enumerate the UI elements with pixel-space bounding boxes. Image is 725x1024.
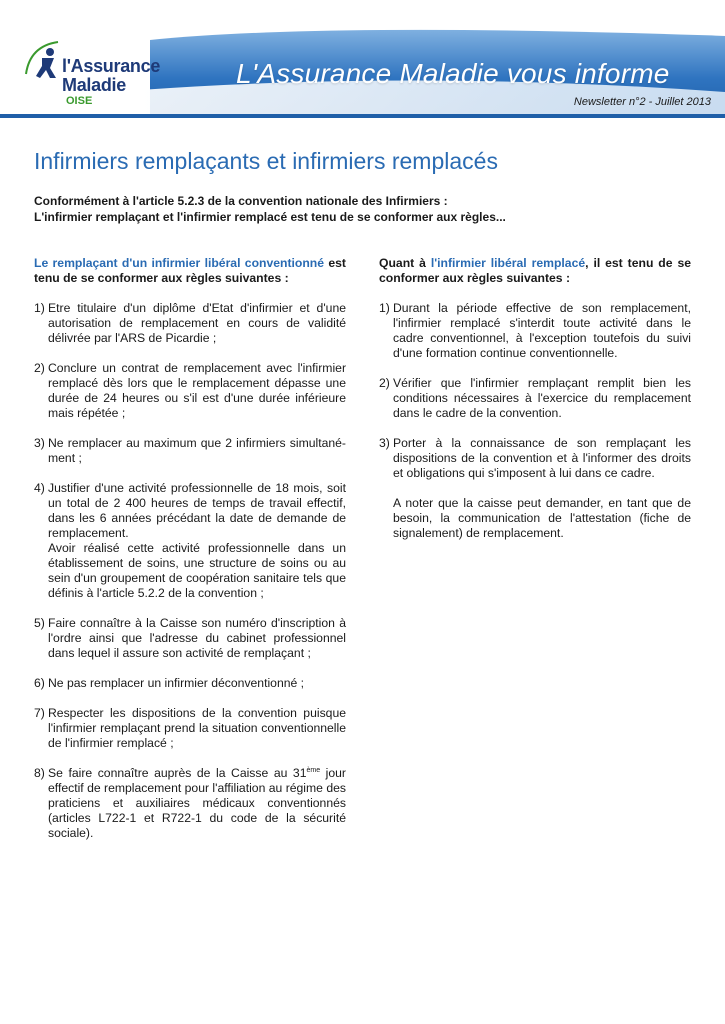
- left-column: [34, 256, 346, 856]
- superscript: ème: [306, 766, 321, 774]
- list-item: 1) Etre titulaire d'un diplôme d'Etat d'infirmier et d'une autorisation de remplacement en cours de validité délivrée par l'ARS de Picardie ;: [34, 301, 346, 345]
- list-item: 6) Ne pas remplacer un infirmier déconventionné ;: [34, 676, 305, 690]
- list-item: 4) Justifier d'une activité professionnelle de 18 mois, soit un total de 2 400 heures de temps de travail effectif, dans les 6 années précédant la date de demande de remplacement. Avoir réalisé cette activité professionnelle dans un établissement de soins, une structure de soins ou au sein d'un groupement de coopération sanitaire tels que définis à l'article 5.2.2 de la convention ;: [34, 481, 346, 600]
- right-column: [379, 256, 691, 541]
- left-column-heading: [34, 256, 346, 286]
- newsletter-header: [0, 0, 725, 118]
- newsletter-issue: Newsletter n°2 - Juillet 2013: [573, 96, 711, 108]
- list-item: 5) Faire connaître à la Caisse son numéro d'inscription à l'ordre ainsi que l'adresse du cabinet professionnel dans lequel il assure son activité de remplaçant ;: [34, 616, 346, 660]
- logo: [14, 34, 164, 108]
- newsletter-title: L'Assurance Maladie vous informe: [236, 58, 670, 89]
- list-item: 8) Se faire connaître auprès de la Caisse au 31ème jour effectif de remplacement pour l'affiliation au régime des praticiens et auxiliaires médicaux conventionnés (articles L722-1 et R722-1 du code de la sécurité sociale).: [34, 766, 346, 840]
- logo-text-maladie: Maladie: [62, 75, 126, 95]
- left-heading-rest: est tenu de se conformer aux règles suivantes :: [34, 256, 346, 285]
- list-item: 1) Durant la période effective de son remplacement, l'infirmier remplacé s'interdit toute activité dans le cadre conventionnel, à l'exception toutefois du suivi d'une formation continue conventionnelle.: [379, 301, 691, 360]
- intro-line-1: Conformément à l'article 5.2.3 de la convention nationale des Infirmiers :: [34, 194, 448, 208]
- page-title: Infirmiers remplaçants et infirmiers remplacés: [34, 148, 498, 174]
- intro-line-2: L'infirmier remplaçant et l'infirmier remplacé est tenu de se conformer aux règles...: [34, 210, 506, 224]
- list-item: 2) Vérifier que l'infirmier remplaçant remplit bien les conditions nécessaires à l'exercice du remplacement dans le cadre de la convention.: [379, 376, 691, 420]
- list-item-continuation: Avoir réalisé cette activité professionnelle dans un établissement de soins, une structure de soins ou au sein d'un groupement de coopération sanitaire tels que définis à l'article 5.2.2 de la convention ;: [48, 541, 346, 600]
- note-paragraph: A noter que la caisse peut demander, en tant que de besoin, la communication de l'attestation (fiche de signalement) de remplacement.: [393, 496, 691, 540]
- right-column-heading: Quant à l'infirmier libéral remplacé, il est tenu de se conformer aux règles suivantes :: [379, 256, 691, 285]
- logo-text-assurance: l'Assurance: [62, 56, 161, 76]
- left-heading-highlight: Le remplaçant d'un infirmier libéral conventionné: [34, 256, 325, 270]
- right-heading-highlight: l'infirmier libéral remplacé: [430, 256, 586, 270]
- logo-department: OISE: [66, 95, 93, 107]
- list-item: 3) Porter à la connaissance de son remplaçant les dispositions de la convention et à l'informer des droits et obligations qui s'imposent à lui dans ce cadre.: [379, 436, 691, 480]
- list-item: 2) Conclure un contrat de remplacement avec l'infirmier remplacé dès lors que le remplacement dépasse une durée de 24 heures ou s'il est d'une durée inférieure mais répétée ;: [34, 361, 346, 420]
- logo-figure-icon: [20, 38, 64, 82]
- intro: [34, 193, 694, 225]
- list-item: 3) Ne remplacer au maximum que 2 infirmiers simultané-ment ;: [34, 436, 346, 465]
- list-item: 7) Respecter les dispositions de la convention puisque l'infirmier remplaçant prend la situation conventionnelle de l'infirmier remplacé ;: [34, 706, 346, 750]
